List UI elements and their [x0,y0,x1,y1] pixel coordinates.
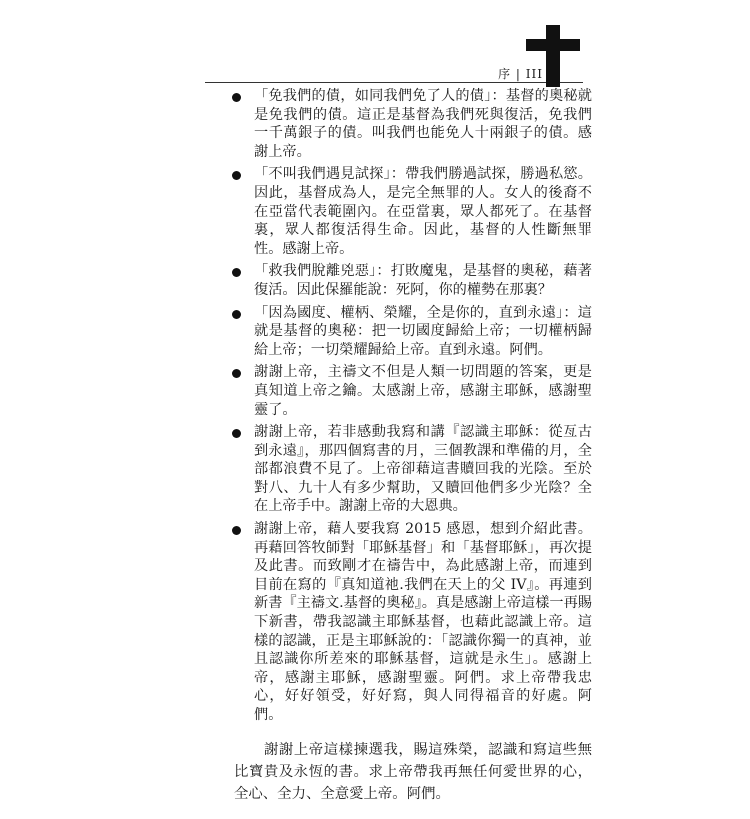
list-item [228,87,592,161]
list-item-text: 「免我們的債，如同我們免了人的債」：基督的奧秘就是免我們的債。這正是基督為我們死與復活，免我們一千萬銀子的債。叫我們也能免人十兩銀子的債。感謝上帝。 [254,88,592,160]
list-item-text: 「因為國度、權柄、榮耀，全是你的，直到永遠」：這就是基督的奧秘：把一切國度歸給上帝；一切權柄歸給上帝；一切榮耀歸給上帝。直到永遠。阿們。 [254,304,592,358]
running-head: 序 | III [498,67,543,81]
list-item-text: 「救我們脫離兇惡」：打敗魔鬼，是基督的奧秘，藉著復活。因此保羅能說：死阿，你的權勢在那裏？ [254,263,592,298]
bullet-icon [232,526,241,535]
list-item [228,423,592,516]
list-item-text: 謝謝上帝，若非感動我寫和講『認識主耶穌：從亙古到永遠』，那四個寫書的月，三個教課和準備的月，全部都浪費不見了。上帝卻藉這書贖回我的光陰。至於對八、九十人有多少幫助，又贖回他們多少光陰？全在上帝手中。謝謝上帝的大恩典。 [254,424,592,515]
bullet-icon [232,310,241,319]
closing-paragraph: 謝謝上帝這樣揀選我，賜這殊榮，認識和寫這些無比寶貴及永恆的書。求上帝帶我再無任何愛世界的心，全心、全力、全意愛上帝。阿們。 [234,741,592,802]
list-item [228,363,592,419]
bullet-icon [232,369,241,378]
cross-icon [520,25,585,87]
bullet-icon [232,429,241,438]
bullet-icon [232,93,241,102]
bullet-icon [232,268,241,277]
list-item-text: 謝謝上帝，主禱文不但是人類一切問題的答案，更是真知道上帝之鑰。太感謝上帝，感謝主耶穌，感謝聖靈了。 [254,364,592,418]
list-item [228,304,592,360]
list-item [228,165,592,258]
page-body [228,87,592,819]
list-item-text: 「不叫我們遇見試探」：帶我們勝過試探，勝過私慾。因此，基督成為人，是完全無罪的人。女人的後裔不在亞當代表範圍內。在亞當裏，眾人都死了。在基督裏，眾人都復活得生命。因此，基督的人性斷無罪性。感謝上帝。 [254,166,592,257]
list-item [228,520,592,725]
list-item-text: 謝謝上帝，藉人要我寫 2015 感恩，想到介紹此書。再藉回答牧師對「耶穌基督」和「基督耶穌」，再次提及此書。而致剛才在禱告中，為此感謝上帝，而連到目前在寫的『真知道祂.我們在天上的父 IV』。再連到新書『主禱文.基督的奧秘』。真是感謝上帝這樣一再賜下新書，帶我認識主耶穌基督，也藉此認識上帝。這樣的認識，正是主耶穌說的：「認識你獨一的真神，並且認識你所差來的耶穌基督，這就是永生」。感謝上帝，感謝主耶穌，感謝聖靈。阿們。求上帝帶我忠心，好好領受，好好寫，與人同得福音的好處。阿們。 [254,521,592,723]
list-item [228,262,592,299]
bullet-icon [232,171,241,180]
bullet-list [228,87,592,725]
